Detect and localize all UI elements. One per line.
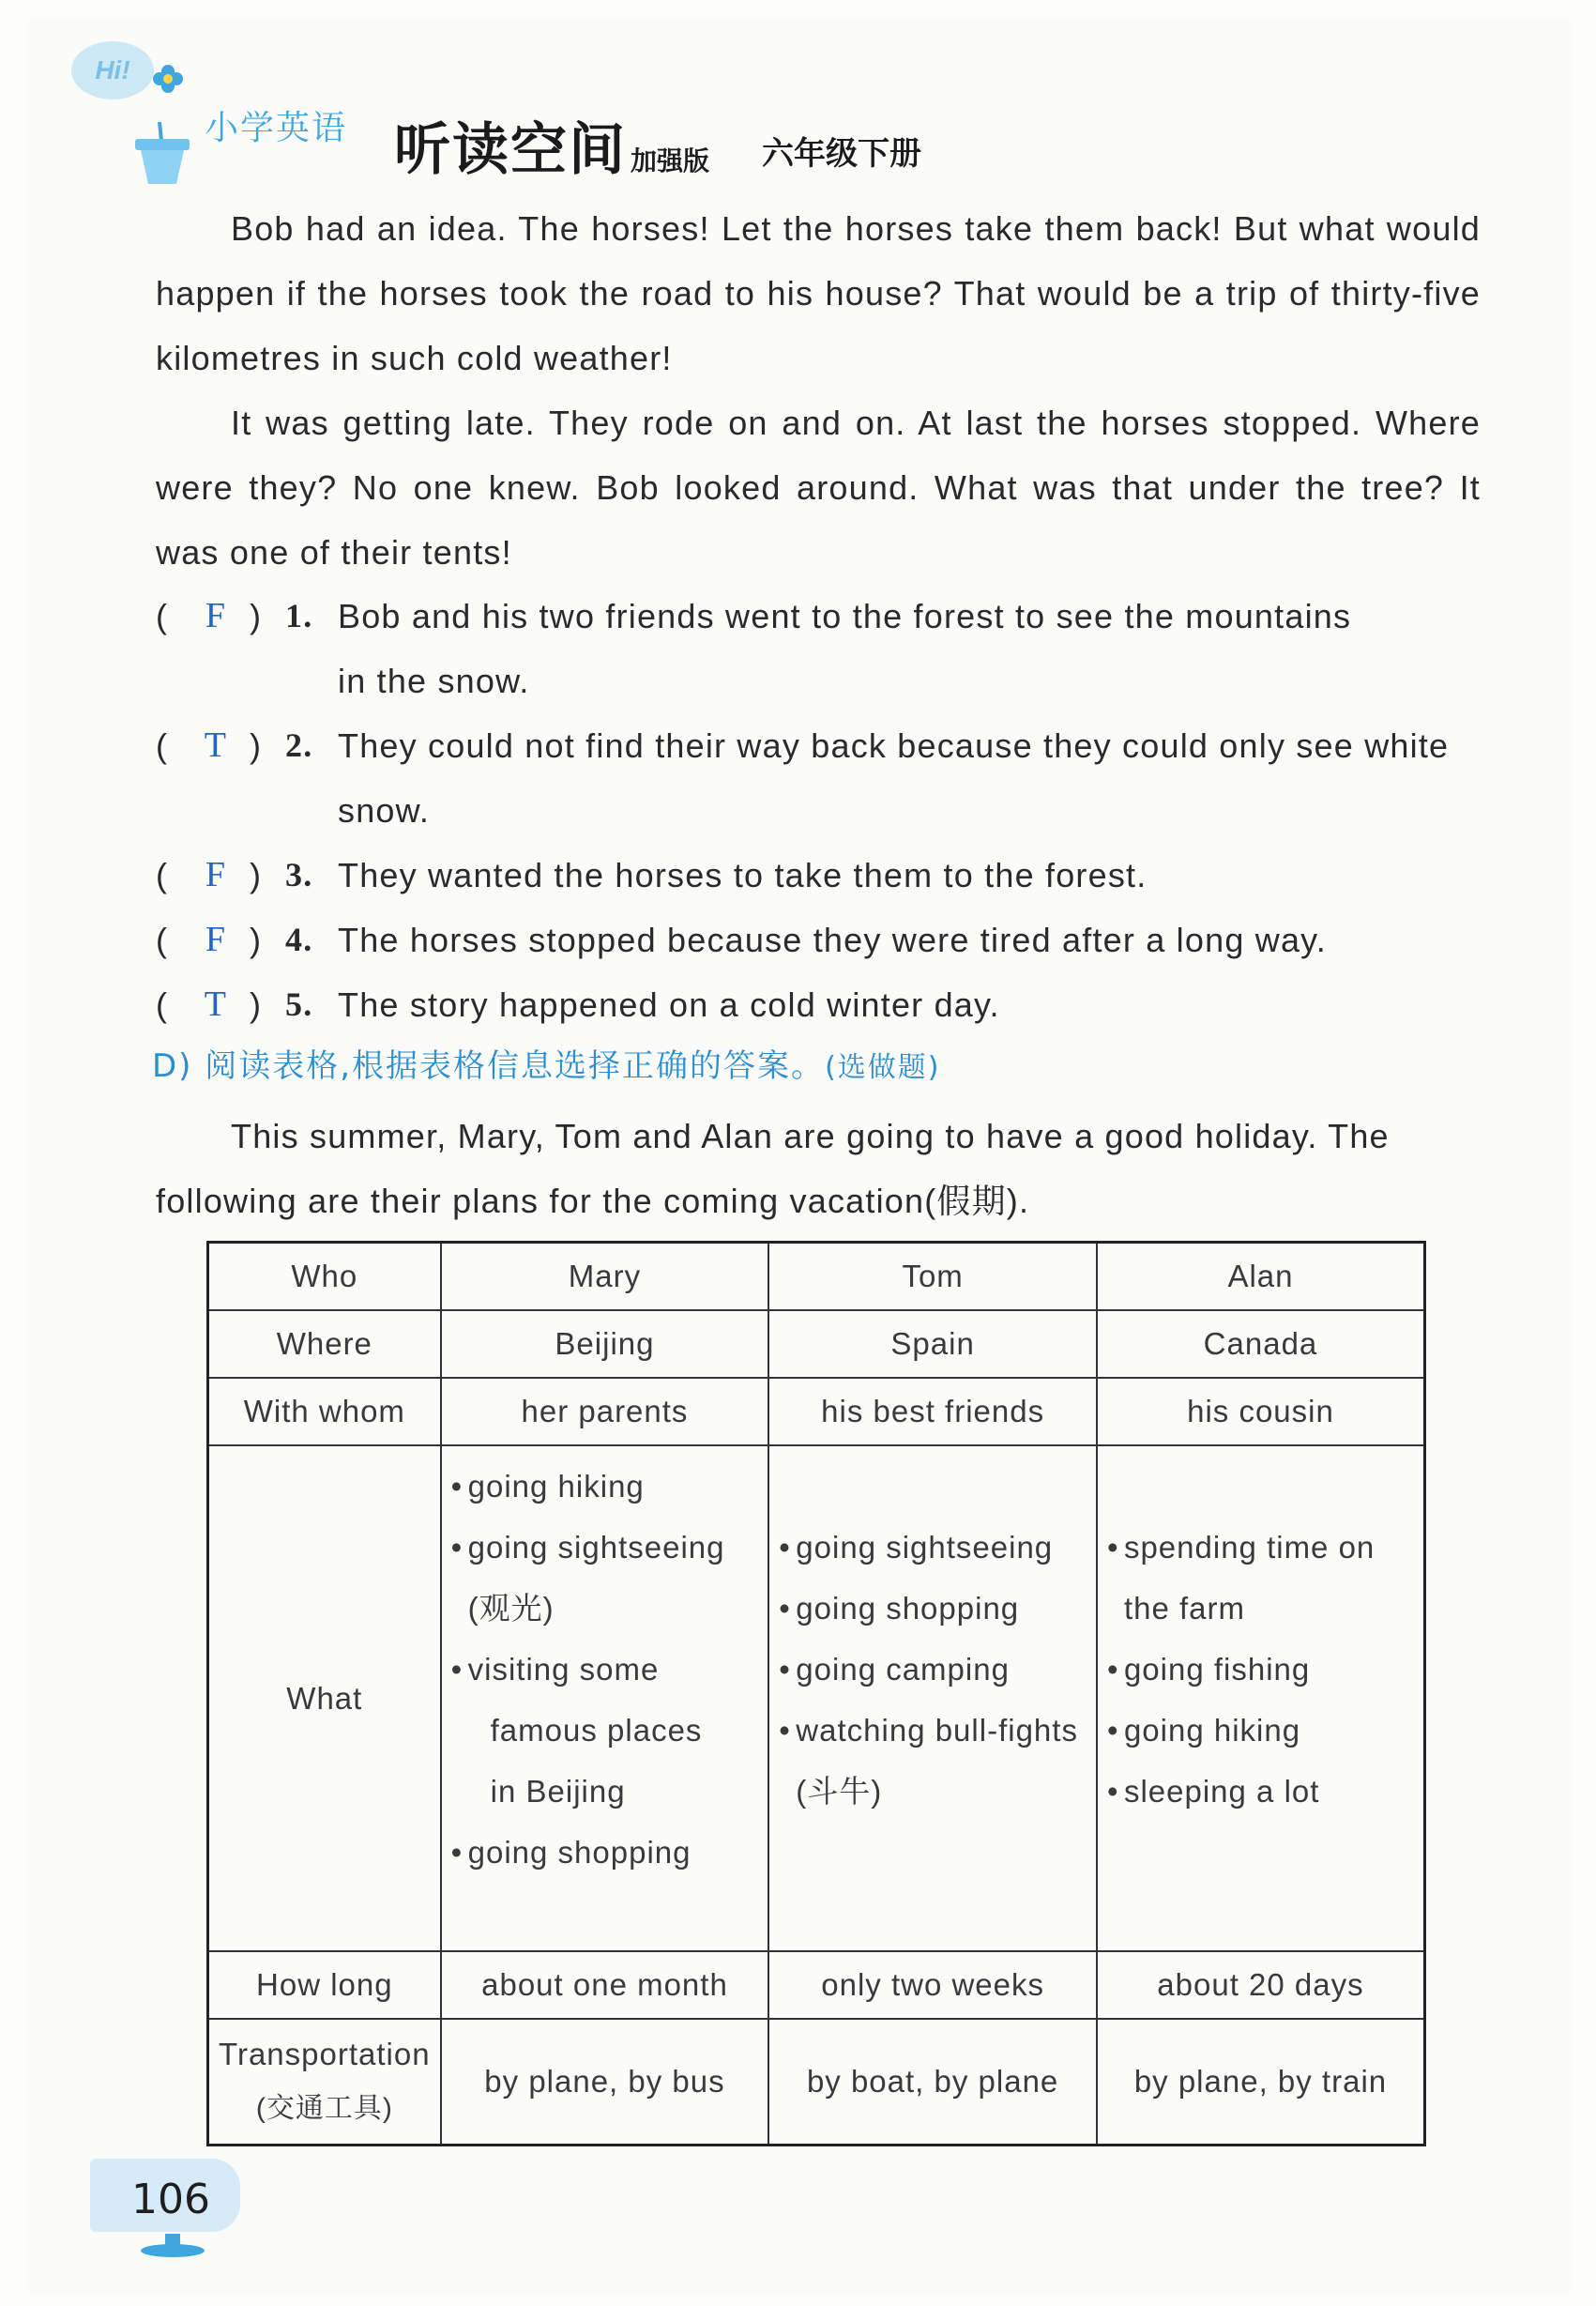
question-number: 2.	[285, 726, 313, 764]
list-item: • going shopping	[468, 1822, 759, 1883]
list-item: • going shopping	[796, 1578, 1087, 1639]
table-cell: Tom	[768, 1243, 1097, 1311]
table-row	[208, 1243, 1425, 1311]
intro-line: This summer, Mary, Tom and Alan are going to have a good holiday. The	[231, 1117, 1390, 1155]
table-cell: Canada	[1097, 1310, 1425, 1378]
note-text: (斗牛)	[796, 1774, 883, 1809]
table-cell: only two weeks	[768, 1951, 1097, 2019]
question-text: The story happened on a cold winter day.	[338, 985, 1000, 1024]
table-cell	[1097, 1445, 1425, 1951]
passage-paragraph: Bob had an idea. The horses! Let the horses take them back! But what would happen if the horses took the road to his house? That would be a trip of thirty-five kilometres in such cold weather!	[156, 209, 1481, 377]
table-row	[208, 1378, 1425, 1445]
answer-mark: F	[205, 855, 227, 894]
vacation-plan-table	[206, 1241, 1426, 2146]
table-row	[208, 2019, 1425, 2146]
answer-mark: F	[205, 596, 227, 635]
transport-label-cn: (交通工具)	[255, 2093, 393, 2124]
table-cell: about one month	[441, 1951, 769, 2019]
flower-icon	[150, 62, 186, 98]
list-item: • going camping	[796, 1639, 1087, 1700]
table-cell: by plane, by bus	[441, 2019, 769, 2146]
table-cell: by boat, by plane	[768, 2019, 1097, 2146]
row-header: Where	[208, 1310, 441, 1378]
row-header	[208, 2019, 441, 2146]
list-item-note	[796, 1761, 1087, 1822]
table-cell: Spain	[768, 1310, 1097, 1378]
monitor-stand-icon	[139, 2234, 206, 2258]
row-header: What	[208, 1445, 441, 1951]
table-row	[208, 1951, 1425, 2019]
continued-text: the farm	[1123, 1591, 1245, 1626]
row-header: With whom	[208, 1378, 441, 1445]
note-text: (观光)	[467, 1591, 555, 1626]
section-d-title	[152, 1040, 940, 1086]
table-cell: Alan	[1097, 1243, 1425, 1311]
question-text: The horses stopped because they were tired after a long way.	[338, 921, 1327, 959]
row-header: How long	[208, 1951, 441, 2019]
table-row	[208, 1310, 1425, 1378]
list-item: • going hiking	[468, 1456, 759, 1517]
table-cell: his best friends	[768, 1378, 1097, 1445]
book-edition: 加强版	[631, 145, 710, 176]
page-number: 106	[131, 2176, 210, 2223]
table-cell	[441, 1445, 769, 1951]
book-grade: 六年级下册	[762, 135, 921, 173]
list-item: • sleeping a lot	[1124, 1761, 1414, 1822]
section-d-heading: D) 阅读表格,根据表格信息选择正确的答案。	[152, 1047, 826, 1085]
table-cell	[768, 1445, 1097, 1951]
question-number: 3.	[285, 856, 313, 893]
question-number: 4.	[285, 921, 313, 958]
question-text: They wanted the horses to take them to the forest.	[338, 856, 1148, 894]
list-item: • watching bull-fights	[796, 1700, 1087, 1761]
continued-text: famous places	[490, 1713, 703, 1748]
question-text: Bob and his two friends went to the forest to see the mountains	[338, 597, 1352, 635]
intro-line: following are their plans for the coming vacation(假期).	[156, 1182, 1030, 1220]
list-item: • spending time on	[1124, 1517, 1414, 1578]
list-item-continued	[1124, 1578, 1414, 1639]
flower-pot-icon	[131, 122, 193, 184]
list-item: • visiting some	[468, 1639, 759, 1700]
table-cell: her parents	[441, 1378, 769, 1445]
list-item: • going sightseeing	[468, 1517, 759, 1578]
table-cell: Mary	[441, 1243, 769, 1311]
list-item: • going hiking	[1124, 1700, 1414, 1761]
question-text: They could not find their way back because they could only see white	[338, 726, 1450, 765]
list-item-continued	[468, 1700, 759, 1761]
list-item: • going sightseeing	[796, 1517, 1087, 1578]
answer-mark: T	[204, 725, 228, 765]
table-cell: by plane, by train	[1097, 2019, 1425, 2146]
list-item: • going fishing	[1124, 1639, 1414, 1700]
book-title: 听读空间	[394, 117, 627, 183]
row-header: Who	[208, 1243, 441, 1311]
answer-mark: F	[205, 920, 227, 959]
question-number: 1.	[285, 597, 313, 634]
table-row	[208, 1445, 1425, 1951]
series-label: 小学英语	[205, 109, 348, 147]
answer-mark: T	[204, 985, 228, 1024]
table-cell: his cousin	[1097, 1378, 1425, 1445]
hi-badge: Hi!	[71, 41, 154, 99]
continued-text: in Beijing	[490, 1774, 626, 1809]
table-cell: about 20 days	[1097, 1951, 1425, 2019]
question-text-continued: snow.	[338, 791, 431, 830]
list-item-continued	[468, 1761, 759, 1822]
passage-paragraph: It was getting late. They rode on and on. At last the horses stopped. Where were they? No one knew. Bob looked around. What was that under the tree? It was one of their tents!	[156, 404, 1481, 572]
transport-label: Transportation	[219, 2037, 431, 2071]
optional-label: (选做题)	[825, 1051, 941, 1084]
table-cell: Beijing	[441, 1310, 769, 1378]
list-item-note	[468, 1578, 759, 1639]
question-text-continued: in the snow.	[338, 662, 530, 700]
question-number: 5.	[285, 985, 313, 1023]
